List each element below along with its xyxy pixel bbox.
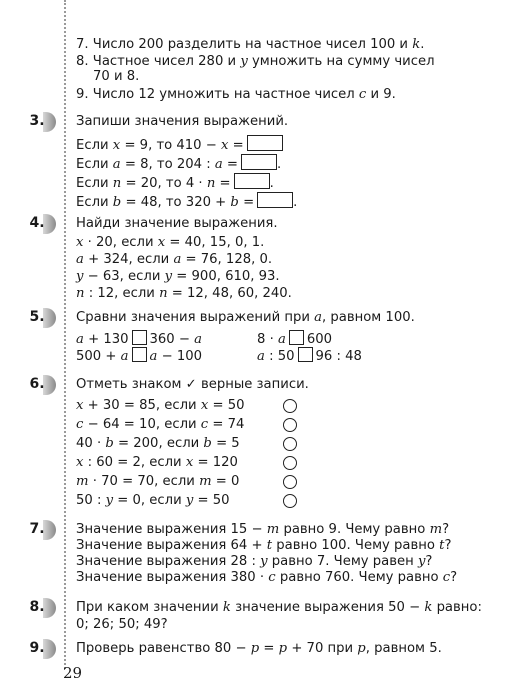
text: + 30 = 85, если — [87, 398, 197, 413]
text: = 200, если — [118, 436, 200, 451]
text: Значение выражения 15 − — [76, 522, 263, 537]
variable: a — [314, 310, 322, 325]
task-number: 8. — [29, 599, 45, 615]
text: = 76, 128, 0. — [185, 252, 273, 267]
text: Если — [76, 176, 109, 191]
text: 9 — [383, 87, 392, 102]
variable: k — [222, 600, 231, 615]
text: равно 7. Чему равен — [271, 554, 414, 569]
variable: y — [105, 493, 114, 508]
text: равно 9. Чему равно — [283, 522, 426, 537]
variable: b — [230, 195, 239, 210]
variable: c — [268, 570, 276, 585]
text: = 20, то 4 · — [125, 176, 203, 191]
variable: k — [424, 600, 433, 615]
check-circle[interactable] — [283, 399, 297, 413]
text: = 12, 48, 60, 240. — [171, 286, 292, 301]
variable: x — [112, 138, 121, 153]
task-6-title — [76, 376, 309, 394]
variable: c — [200, 417, 209, 432]
task-item-7 — [76, 36, 424, 54]
variable: p — [357, 641, 366, 656]
check-circle[interactable] — [283, 475, 297, 489]
text: + 70 при — [291, 641, 354, 656]
variable: k — [412, 37, 421, 52]
text: = — [219, 176, 231, 191]
task-number-badge — [26, 373, 56, 397]
text: Проверь равенство 80 − — [76, 641, 247, 656]
task-number-badge — [26, 306, 56, 330]
task-3-row: Если n = 20, то 4 · n = . — [76, 173, 274, 193]
text: равно 100. Чему равно — [276, 538, 435, 553]
compare-box[interactable] — [289, 330, 304, 345]
text: = 40, 15, 0, 1. — [169, 235, 265, 250]
variable: x — [76, 235, 84, 250]
text: ? — [450, 570, 458, 585]
variable: y — [417, 554, 426, 569]
text: Значение выражения 380 · — [76, 570, 265, 585]
task-4-row — [76, 268, 280, 286]
text: Если — [76, 157, 109, 172]
text: : 12, если — [88, 286, 155, 301]
compare-box[interactable] — [132, 347, 147, 362]
variable: a — [173, 252, 182, 267]
task-8-options: 0; 26; 50; 49? — [76, 617, 168, 632]
variable: c — [442, 570, 451, 585]
variable: a — [194, 332, 202, 347]
variable: m — [76, 474, 89, 489]
variable: y — [164, 269, 173, 284]
text: = 74 — [212, 417, 245, 432]
task-6-row — [76, 416, 244, 434]
task-3-row — [76, 135, 283, 155]
variable: p — [250, 641, 260, 656]
checkmark-icon: ✓ — [185, 377, 197, 392]
text: 9. Число 12 умножить на частное чисел — [76, 87, 355, 102]
variable: n — [206, 176, 216, 191]
page-number: 29 — [63, 664, 83, 682]
text: Значение выражения 28 : — [76, 554, 256, 569]
variable: n — [76, 286, 85, 301]
text: 8. Частное чисел 280 и — [76, 54, 237, 69]
task-item-8-cont: 70 и 8. — [93, 69, 140, 84]
text: = 9, то 410 − — [124, 138, 217, 153]
variable: n — [112, 176, 122, 191]
text: = 120 — [197, 455, 238, 470]
variable: y — [76, 269, 84, 284]
task-4-row — [76, 285, 292, 303]
variable: c — [76, 417, 84, 432]
text: · 70 = 70, если — [92, 474, 195, 489]
answer-box[interactable] — [234, 173, 270, 189]
task-8-text — [76, 599, 482, 617]
text: . — [391, 87, 396, 102]
task-6-row — [76, 492, 230, 510]
task-number: 3. — [29, 113, 45, 129]
task-number: 5. — [29, 309, 45, 325]
variable: n — [159, 286, 168, 301]
task-number-badge — [26, 637, 56, 661]
variable: x — [157, 235, 166, 250]
variable: m — [266, 522, 280, 537]
answer-box[interactable] — [247, 135, 283, 151]
text: , равном 100. — [321, 310, 415, 325]
variable: x — [200, 398, 209, 413]
variable: x — [185, 455, 194, 470]
check-circle[interactable] — [283, 437, 297, 451]
text: − 63, если — [87, 269, 161, 284]
text: = — [243, 195, 255, 210]
answer-box[interactable] — [241, 154, 277, 170]
text: Значение выражения 64 + — [76, 538, 263, 553]
variable: a — [120, 349, 129, 364]
text: : 50 — [269, 349, 295, 364]
task-4-row — [76, 234, 264, 252]
task-number-badge — [26, 110, 56, 134]
check-circle[interactable] — [283, 456, 297, 470]
text: . — [420, 37, 425, 52]
text: верные записи. — [200, 377, 309, 392]
compare-box[interactable] — [132, 330, 147, 345]
text: 50 : — [76, 493, 102, 508]
text: ? — [425, 554, 433, 569]
variable: a — [257, 349, 265, 364]
text: 8 · — [257, 332, 274, 347]
variable: m — [199, 474, 212, 489]
task-number: 6. — [29, 376, 45, 392]
text: · 20, если — [87, 235, 154, 250]
task-5-compare — [76, 347, 202, 366]
text: = — [263, 641, 275, 656]
text: , равном 5. — [365, 641, 442, 656]
text: − 100 — [161, 349, 202, 364]
task-number: 7. — [29, 521, 45, 537]
text: умножить на сумму чисел — [251, 54, 435, 69]
text: равно 760. Чему равно — [279, 570, 439, 585]
variable: y — [260, 554, 268, 569]
task-3-row: Если b = 48, то 320 + b = . — [76, 192, 297, 212]
text: = 0 — [215, 474, 240, 489]
text: и — [370, 87, 380, 102]
text: = — [232, 138, 244, 153]
task-number-badge — [26, 596, 56, 620]
variable: b — [203, 436, 212, 451]
text: Если — [76, 138, 109, 153]
text: 96 : 48 — [315, 349, 362, 364]
task-number: 9. — [29, 640, 45, 656]
text: ? — [444, 538, 452, 553]
variable: p — [278, 641, 288, 656]
task-number: 4. — [29, 215, 45, 231]
text: Если — [76, 195, 109, 210]
text: = 50 — [197, 493, 230, 508]
text: 500 + — [76, 349, 117, 364]
task-4-title: Найди значение выражения. — [76, 216, 278, 231]
variable: a — [214, 157, 223, 172]
text: Сравни значения выражений при — [76, 310, 310, 325]
margin-dotted-line — [64, 0, 66, 669]
text: : 60 = 2, если — [87, 455, 182, 470]
text: = 8, то 204 : — [124, 157, 211, 172]
compare-box[interactable] — [298, 347, 313, 362]
check-circle[interactable] — [283, 494, 297, 508]
variable: a — [277, 332, 286, 347]
task-3-title: Запиши значения выражений. — [76, 114, 289, 129]
text: − 64 = 10, если — [87, 417, 197, 432]
variable: x — [76, 455, 84, 470]
text: 360 − — [149, 332, 190, 347]
text: = 50 — [212, 398, 245, 413]
variable: c — [358, 87, 367, 102]
task-number-badge — [26, 212, 56, 236]
variable: y — [240, 54, 248, 69]
text: Отметь знаком — [76, 377, 182, 392]
task-item-9 — [76, 86, 396, 104]
variable: x — [76, 398, 84, 413]
variable: m — [429, 522, 443, 537]
text: = — [226, 157, 238, 172]
task-5-compare — [257, 347, 362, 366]
text: + 130 — [88, 332, 129, 347]
task-6-row — [76, 435, 240, 453]
text: + 324, если — [88, 252, 170, 267]
text: = 900, 610, 93. — [176, 269, 280, 284]
task-6-row — [76, 473, 239, 491]
variable: b — [112, 195, 122, 210]
variable: t — [439, 538, 445, 553]
text: значение выражения 50 − — [235, 600, 421, 615]
variable: y — [185, 493, 194, 508]
task-6-row — [76, 454, 238, 472]
text: = 48, то 320 + — [125, 195, 227, 210]
variable: a — [149, 349, 158, 364]
text: 600 — [306, 332, 333, 347]
text: = 5 — [216, 436, 240, 451]
task-number-badge — [26, 518, 56, 542]
task-7-row — [76, 569, 457, 587]
variable: a — [112, 157, 121, 172]
variable: b — [105, 436, 114, 451]
task-6-row — [76, 397, 245, 415]
check-circle[interactable] — [283, 418, 297, 432]
task-3-row: Если a = 8, то 204 : a = . — [76, 154, 281, 174]
text: При каком значении — [76, 600, 219, 615]
answer-box[interactable] — [257, 192, 293, 208]
variable: a — [76, 252, 84, 267]
task-5-title — [76, 309, 415, 327]
task-4-row — [76, 251, 272, 269]
variable: t — [266, 538, 273, 553]
text: 7. Число 200 разделить на частное чисел 100 и — [76, 37, 409, 52]
text: ? — [442, 522, 450, 537]
variable: x — [221, 138, 229, 153]
variable: a — [76, 332, 84, 347]
text: = 0, если — [117, 493, 182, 508]
text: 40 · — [76, 436, 102, 451]
text: равно: — [436, 600, 482, 615]
task-9-text — [76, 640, 442, 658]
